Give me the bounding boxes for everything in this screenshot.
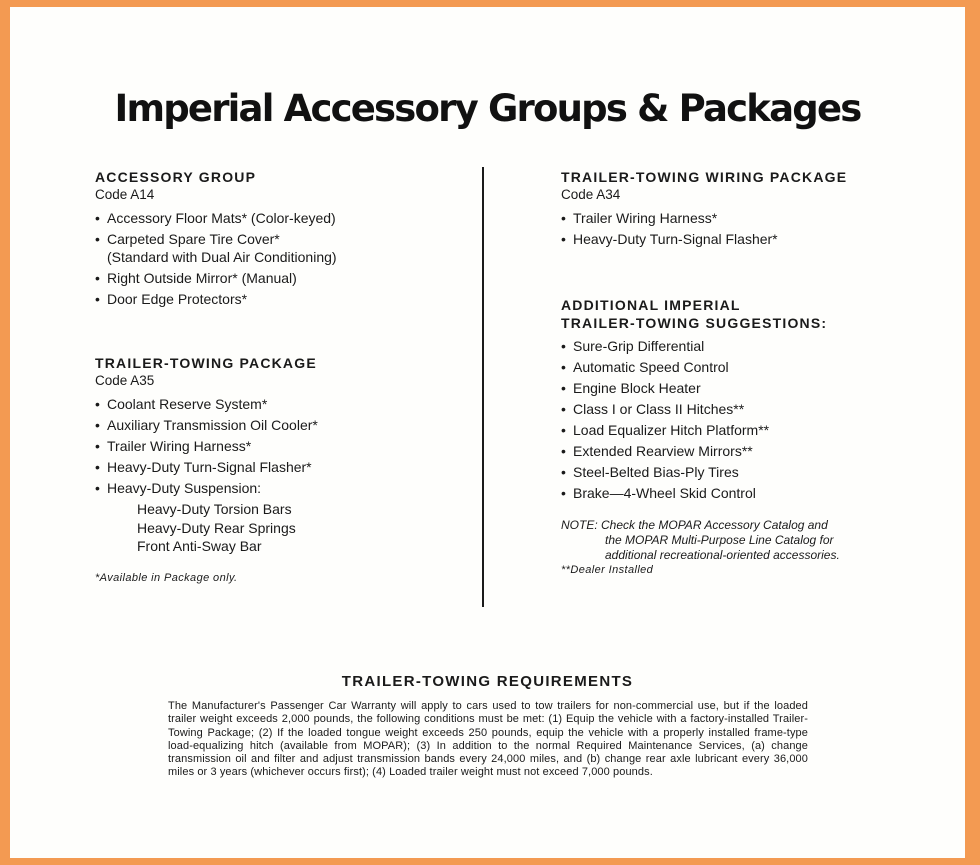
bullet-icon: • [561,485,566,501]
list-item: • Heavy-Duty Turn-Signal Flasher* [95,459,312,475]
bullet-icon: • [95,396,100,412]
suggestions-heading-line2: TRAILER-TOWING SUGGESTIONS: [561,315,828,331]
bullet-icon: • [95,210,100,226]
suggestions-list [561,337,827,502]
list-item: • Heavy-Duty Suspension: [95,480,262,496]
list-item: • Load Equalizer Hitch Platform** [561,422,770,438]
accessory-group-code: Code A14 [95,187,155,202]
bullet-icon: • [561,443,566,459]
requirements-heading: TRAILER-TOWING REQUIREMENTS [341,673,634,690]
suggestions-heading-line1: ADDITIONAL IMPERIAL [561,297,741,313]
sublist-item: Front Anti-Sway Bar [137,538,262,554]
list-item: • Heavy-Duty Turn-Signal Flasher* [561,231,778,247]
towing-package-heading: TRAILER-TOWING PACKAGE [95,355,317,371]
list-item: • Sure-Grip Differential [561,338,705,354]
bullet-icon: • [95,270,100,286]
accessory-group-section [95,168,337,311]
wiring-package-code: Code A34 [561,187,621,202]
bullet-icon: • [95,480,100,496]
accessory-group-list [95,209,337,308]
wiring-package-list [561,209,847,248]
dealer-footnote: **Dealer Installed [561,564,654,576]
list-item: • Right Outside Mirror* (Manual) [95,270,297,286]
list-item: • Extended Rearview Mirrors** [561,443,753,459]
bullet-icon: • [561,210,566,226]
list-item: • Brake—4-Wheel Skid Control [561,485,756,501]
brochure-page [10,7,965,858]
bullet-icon: • [95,438,100,454]
bullet-icon: • [561,338,566,354]
wiring-package-heading: TRAILER-TOWING WIRING PACKAGE [561,169,848,185]
package-footnote: *Available in Package only. [95,572,238,584]
bullet-icon: • [561,359,566,375]
list-item: • Auxiliary Transmission Oil Cooler* [95,417,318,433]
list-item: • Engine Block Heater [561,380,701,396]
catalog-note: NOTE: Check the MOPAR Accessory Catalog and the MOPAR Multi-Purpose Line Catalog for additional recreational-oriented accessories. [561,518,840,562]
list-item: • Carpeted Spare Tire Cover* (Standard with Dual Air Conditioning) [95,231,337,265]
wiring-package-section [561,168,847,251]
requirements-body: The Manufacturer's Passenger Car Warranty will apply to cars used to tow trailers for non-commercial use, but if the loaded trailer weight exceeds 2,000 pounds, the following conditions must be met: (1) Equip the vehicle with a factory-installed Trailer-Towing Package; (2) If the loaded tongue weight exceeds 250 pounds, equip the vehicle with a properly installed frame-type load-equalizing hitch (available from MOPAR); (3) In addition to the normal Required Maintenance Services, (a) change transmission oil and filter and adjust transmission bands every 24,000 miles, and (b) change rear axle lubricant every 36,000 miles or 3 years (whichever occurs first); (4) Loaded trailer weight must not exceed 7,000 pounds. [168,700,808,779]
list-item: • Coolant Reserve System* [95,396,268,412]
list-item: • Class I or Class II Hitches** [561,401,745,417]
bullet-icon: • [95,291,100,307]
list-item: • Trailer Wiring Harness* [561,210,718,226]
towing-package-code: Code A35 [95,373,155,388]
bullet-icon: • [95,459,100,475]
accessory-group-heading: ACCESSORY GROUP [95,169,257,185]
bullet-icon: • [95,231,100,247]
towing-package-list [95,395,318,497]
suspension-sublist [137,500,318,556]
list-item: • Accessory Floor Mats* (Color-keyed) [95,210,336,226]
suggestions-section [561,296,827,505]
list-item: • Door Edge Protectors* [95,291,248,307]
bullet-icon: • [561,464,566,480]
bullet-icon: • [561,231,566,247]
bullet-icon: • [561,401,566,417]
bullet-icon: • [95,417,100,433]
column-divider [482,167,484,607]
bullet-icon: • [561,422,566,438]
towing-package-section [95,354,318,556]
list-item: • Automatic Speed Control [561,359,729,375]
page-title: Imperial Accessory Groups & Packages [114,87,861,130]
list-item: • Steel-Belted Bias-Ply Tires [561,464,739,480]
list-item: • Trailer Wiring Harness* [95,438,252,454]
bullet-icon: • [561,380,566,396]
sublist-item: Heavy-Duty Rear Springs [137,519,296,536]
sublist-item: Heavy-Duty Torsion Bars [137,501,292,517]
